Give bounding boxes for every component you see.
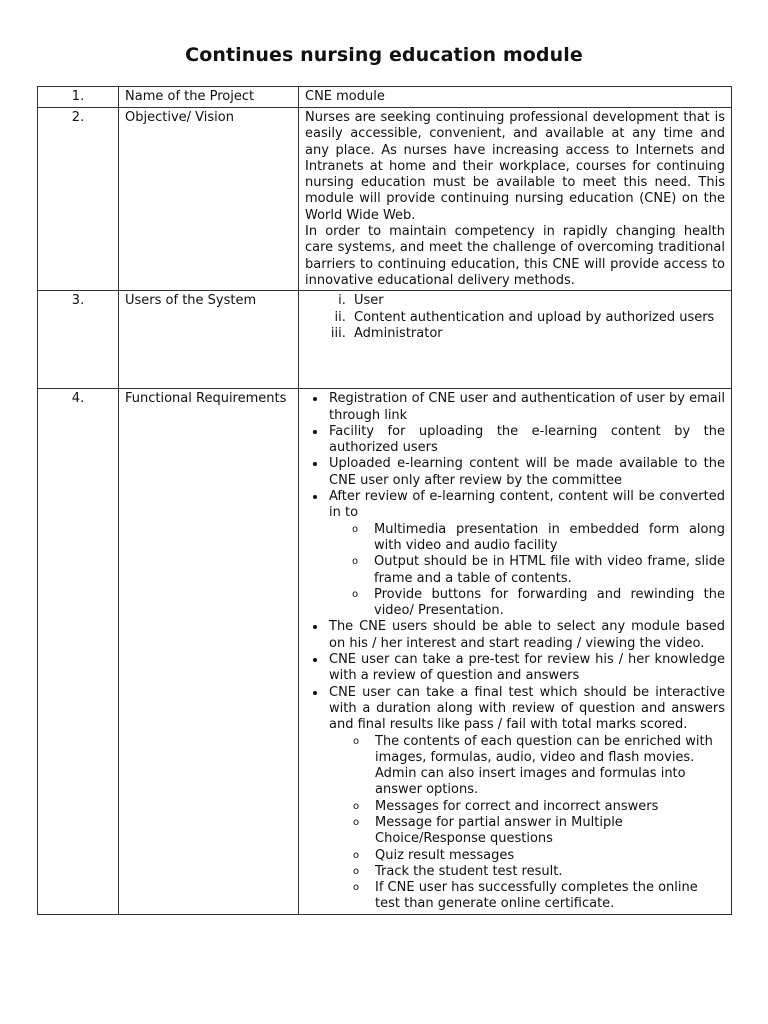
- row-label: Name of the Project: [119, 87, 299, 108]
- list-item: • Uploaded e-learning content will be made available to the CNE user only after review by the committee: [327, 456, 725, 489]
- list-item-text: CNE user can take a final test which should be interactive with a duration along with review of question and answers and final results like pass / fail with total marks scored.: [329, 684, 725, 733]
- list-item: • The CNE users should be able to select any module based on his / her interest and start reading / viewing the video.: [327, 619, 725, 652]
- sublist-item: o Track the student test result.: [374, 864, 725, 880]
- sublist-item: o Multimedia presentation in embedded form along with video and audio facility: [373, 522, 725, 555]
- row-number: 1.: [38, 87, 119, 108]
- row-number: 2.: [38, 108, 119, 291]
- sublist-item: o If CNE user has successfully completes the online test than generate online certificate.: [374, 880, 725, 913]
- table-row: [38, 291, 732, 389]
- table-row: [38, 87, 732, 108]
- document-title: Continues nursing education module: [185, 44, 583, 66]
- sublist-item: o Provide buttons for forwarding and rewinding the video/ Presentation.: [373, 587, 725, 620]
- sublist-item: o Messages for correct and incorrect answers: [374, 799, 725, 815]
- conversion-sublist: [329, 522, 725, 620]
- row-number: 4.: [38, 389, 119, 915]
- final-test-sublist: [329, 734, 725, 913]
- sublist-item: o Output should be in HTML file with video frame, slide frame and a table of contents.: [373, 554, 725, 587]
- list-item: [327, 489, 725, 619]
- objective-paragraph: In order to maintain competency in rapidly changing health care systems, and meet the challenge of overcoming traditional barriers to continuing education, this CNE will provide access to innovative educational delivery methods.: [305, 224, 725, 288]
- users-list: [305, 293, 725, 342]
- row-number: 3.: [38, 291, 119, 389]
- list-item: • CNE user can take a pre-test for review his / her knowledge with a review of question and answers: [327, 652, 725, 685]
- sublist-item: o The contents of each question can be enriched with images, formulas, audio, video and flash movies. Admin can also insert images and formulas into answer options.: [374, 734, 725, 799]
- list-item: i. User: [350, 293, 725, 309]
- list-item: iii. Administrator: [350, 326, 725, 342]
- sublist-item: o Quiz result messages: [374, 848, 725, 864]
- row-label: Objective/ Vision: [119, 108, 299, 291]
- requirements-list: [305, 391, 725, 913]
- table-row: [38, 108, 732, 291]
- sublist-item: o Message for partial answer in Multiple Choice/Response questions: [374, 815, 725, 848]
- row-label: Users of the System: [119, 291, 299, 389]
- list-item: • Registration of CNE user and authentication of user by email through link: [327, 391, 725, 424]
- list-item: • Facility for uploading the e-learning content by the authorized users: [327, 424, 725, 457]
- table-row: [38, 389, 732, 915]
- objective-cell: [299, 108, 732, 291]
- users-cell: [299, 291, 732, 389]
- functional-requirements-cell: [299, 389, 732, 915]
- requirements-table: [37, 86, 732, 915]
- list-item: ii. Content authentication and upload by authorized users: [350, 310, 725, 326]
- row-label: Functional Requirements: [119, 389, 299, 915]
- objective-paragraph: Nurses are seeking continuing professional development that is easily accessible, convenient, and available at any time and any place. As nurses have increasing access to Internets and Intranets at home and their workplace, courses for continuing nursing education must be available to meet this need. This module will provide continuing nursing education (CNE) on the World Wide Web.: [305, 110, 725, 223]
- project-name-value: CNE module: [299, 87, 732, 108]
- list-item-text: After review of e-learning content, content will be converted in to: [329, 489, 725, 521]
- list-item: [327, 685, 725, 913]
